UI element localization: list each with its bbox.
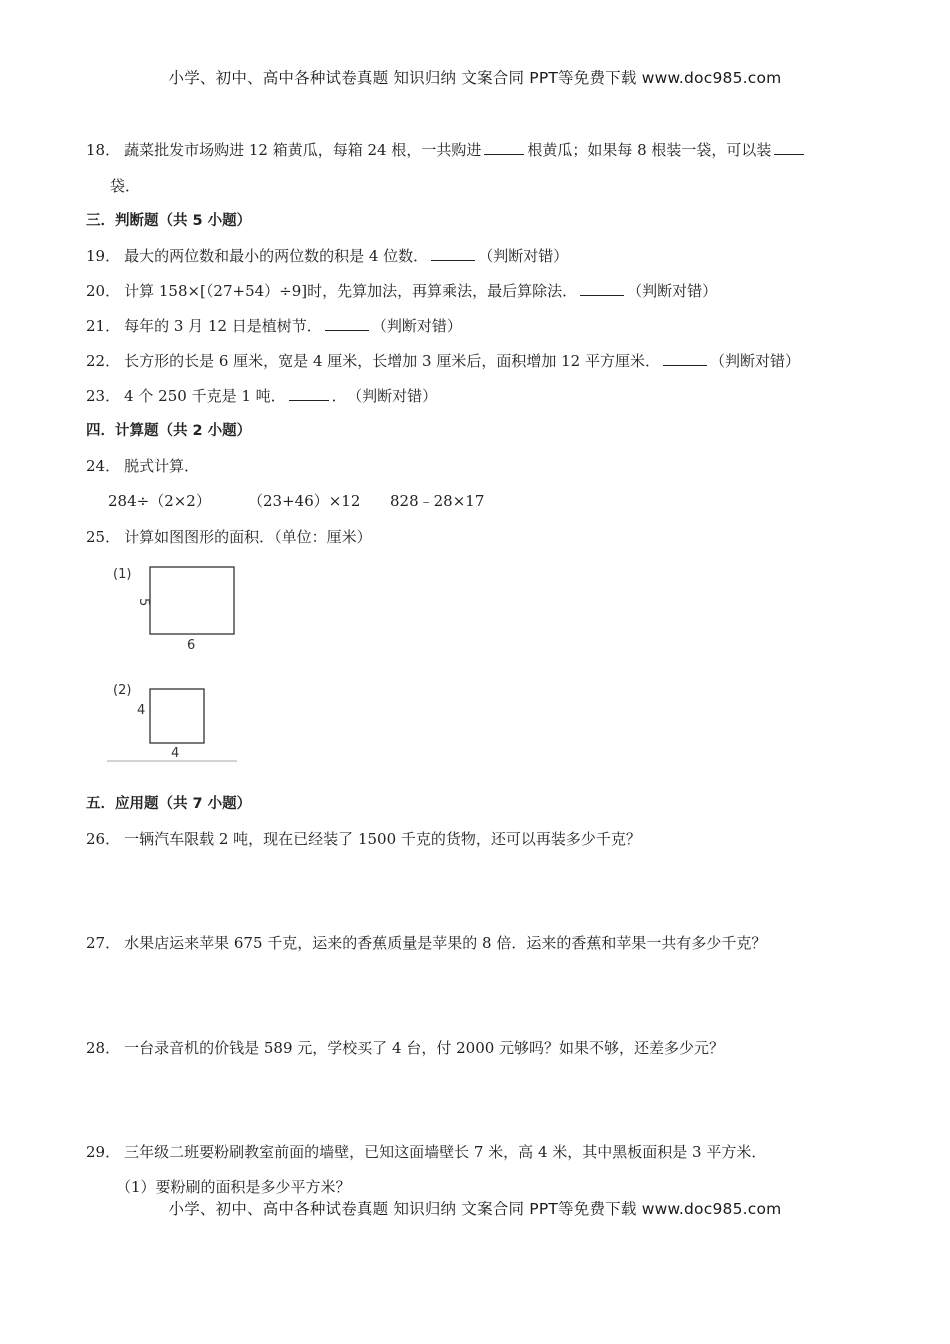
- question-26: [86, 829, 641, 849]
- answer-blank[interactable]: [325, 316, 369, 331]
- question-text: 最大的两位数和最小的两位数的积是 4 位数．: [124, 247, 429, 265]
- question-21: [86, 316, 462, 336]
- answer-blank[interactable]: [289, 386, 329, 401]
- question-number: 21．: [86, 317, 121, 335]
- square-shape: [150, 689, 204, 743]
- question-text: 脱式计算．: [124, 457, 200, 475]
- question-text: 一台录音机的价钱是 589 元，学校买了 4 台，付 2000 元够吗？如果不够，还差多少元？: [124, 1039, 725, 1057]
- question-text: 水果店运来苹果 675 千克，运来的香蕉质量是苹果的 8 倍．运来的香蕉和苹果一共有多少千克？: [124, 934, 767, 952]
- question-text: 一辆汽车限载 2 吨，现在已经装了 1500 千克的货物，还可以再装多少千克？: [124, 830, 641, 848]
- question-text: 根黄瓜；如果每 8 根装一袋，可以装: [527, 141, 772, 159]
- question-22: [86, 351, 800, 371]
- question-24: [86, 456, 199, 476]
- square-figure-2: [105, 678, 245, 764]
- width-label: 6: [187, 638, 196, 653]
- section-heading-calculation: 四．计算题（共 2 小题）: [86, 423, 252, 439]
- rectangle-figure-1: [105, 558, 245, 654]
- question-text: 蔬菜批发市场购进 12 箱黄瓜，每箱 24 根，一共购进: [124, 141, 482, 159]
- question-number: 22．: [86, 352, 121, 370]
- question-18-continued: 袋．: [110, 177, 141, 195]
- height-label: 5: [136, 598, 151, 607]
- question-25: [86, 527, 372, 547]
- question-number: 29．: [86, 1143, 121, 1161]
- question-number: 25．: [86, 528, 121, 546]
- question-suffix: （判断对错）: [709, 352, 800, 370]
- question-20: [86, 281, 717, 301]
- question-number: 27．: [86, 934, 121, 952]
- side-label-bottom: 4: [171, 746, 180, 761]
- question-number: 20．: [86, 282, 121, 300]
- question-text: 长方形的长是 6 厘米，宽是 4 厘米，长增加 3 厘米后，面积增加 12 平方厘米．: [124, 352, 660, 370]
- calc-expression-3: 828﹣28×17: [390, 492, 485, 510]
- question-19: [86, 246, 568, 266]
- question-mid: ．: [331, 387, 347, 405]
- rectangle-shape: [150, 567, 234, 634]
- question-27: [86, 933, 766, 953]
- answer-blank[interactable]: [774, 140, 804, 155]
- question-number: 28．: [86, 1039, 121, 1057]
- answer-blank[interactable]: [580, 281, 624, 296]
- side-label-left: 4: [137, 703, 146, 718]
- figure-label: (1): [113, 567, 132, 582]
- answer-blank[interactable]: [663, 351, 707, 366]
- footer-banner: 小学、初中、高中各种试卷真题 知识归纳 文案合同 PPT等免费下载 www.doc985.com: [168, 1200, 782, 1218]
- question-number: 23．: [86, 387, 121, 405]
- question-23: [86, 386, 437, 406]
- question-number: 19．: [86, 247, 121, 265]
- question-suffix: （判断对错）: [478, 247, 569, 265]
- question-text: 计算 158×[（27+54）÷9]时，先算加法，再算乘法，最后算除法．: [124, 282, 578, 300]
- section-heading-application: 五．应用题（共 7 小题）: [86, 796, 252, 812]
- header-banner: 小学、初中、高中各种试卷真题 知识归纳 文案合同 PPT等免费下载 www.doc985.com: [168, 69, 782, 87]
- question-suffix: （判断对错）: [371, 317, 462, 335]
- answer-blank[interactable]: [484, 140, 524, 155]
- question-29-part-1: （1）要粉刷的面积是多少平方米？: [116, 1178, 351, 1196]
- calc-expression-2: （23+46）×12: [248, 492, 361, 510]
- section-heading-judgement: 三．判断题（共 5 小题）: [86, 213, 252, 229]
- question-28: [86, 1038, 724, 1058]
- question-number: 18．: [86, 141, 121, 159]
- calc-expression-1: 284÷（2×2）: [108, 492, 211, 510]
- question-text: 4 个 250 千克是 1 吨．: [124, 387, 286, 405]
- question-number: 24．: [86, 457, 121, 475]
- question-18: [86, 140, 807, 160]
- question-number: 26．: [86, 830, 121, 848]
- question-text: 每年的 3 月 12 日是植树节．: [124, 317, 322, 335]
- question-suffix: （判断对错）: [627, 282, 718, 300]
- question-suffix: （判断对错）: [354, 387, 438, 405]
- figure-label: (2): [113, 683, 132, 698]
- question-29: [86, 1142, 766, 1162]
- question-text: 计算如图图形的面积．（单位：厘米）: [124, 528, 372, 546]
- question-text: 三年级二班要粉刷教室前面的墙壁，已知这面墙壁长 7 米，高 4 米，其中黑板面积是 3 平方米．: [124, 1143, 767, 1161]
- answer-blank[interactable]: [431, 246, 475, 261]
